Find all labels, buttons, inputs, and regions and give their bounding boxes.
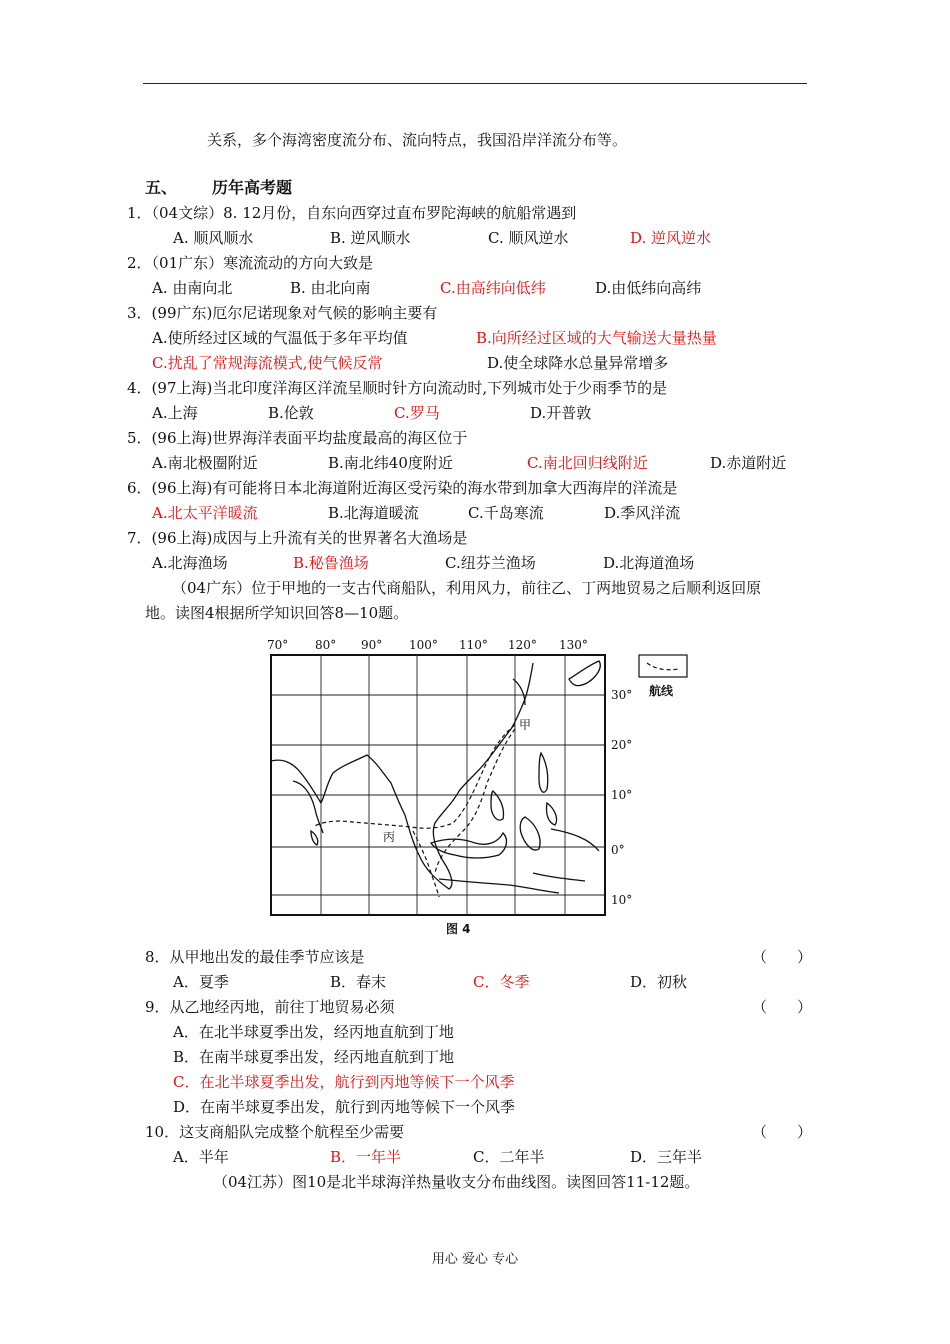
option-answer: C.扰乱了常规海流模式,使气候反常	[152, 354, 383, 372]
option: B．春末	[330, 973, 387, 991]
question-stem: 7．(96上海)成因与上升流有关的世界著名大渔场是	[127, 529, 468, 547]
option: B．在南半球夏季出发，经丙地直航到丁地	[173, 1048, 455, 1066]
lat-label: 10°	[611, 893, 633, 907]
answer-blank: （ ）	[752, 948, 813, 966]
legend-label: 航线	[649, 684, 674, 698]
header-rule	[143, 83, 807, 84]
option: A．半年	[173, 1148, 229, 1166]
lon-label: 130°	[559, 638, 588, 652]
option: A．夏季	[173, 973, 229, 991]
lon-label: 110°	[459, 638, 488, 652]
option: D．在南半球夏季出发，航行到丙地等候下一个风季	[173, 1098, 516, 1116]
option: D.使全球降水总量异常增多	[487, 354, 669, 372]
option-answer: A.北太平洋暖流	[152, 504, 258, 522]
question-stem: 4．(97上海)当北印度洋海区洋流呈顺时针方向流动时,下列城市处于少雨季节的是	[127, 379, 668, 397]
route	[313, 725, 515, 897]
answer-blank: （ ）	[752, 1123, 813, 1141]
option-answer: B．一年半	[330, 1148, 402, 1166]
section-number: 五、	[145, 178, 178, 197]
figure-caption: 图 4	[446, 922, 471, 936]
option: B.北海道暖流	[328, 504, 419, 522]
option: D．初秋	[630, 973, 688, 991]
legend-box	[639, 655, 687, 677]
question-stem: 1．（04文综）8. 12月份，自东向西穿过直布罗陀海峡的航船常遇到	[127, 204, 577, 222]
option: D.赤道附近	[710, 454, 787, 472]
option: A. 由南向北	[152, 279, 233, 297]
option: C. 顺风逆水	[488, 229, 569, 247]
question-stem: 8．从甲地出发的最佳季节应该是	[145, 948, 365, 966]
option: A.使所经过区域的气温低于多年平均值	[152, 329, 408, 347]
option: B.南北纬40度附近	[328, 454, 453, 472]
figure-4-map	[263, 633, 693, 938]
option-answer: D. 逆风逆水	[630, 229, 712, 247]
option: C.千岛寒流	[468, 504, 544, 522]
option: B. 逆风顺水	[330, 229, 411, 247]
lon-label: 90°	[361, 638, 383, 652]
passage-line: 地。读图4根据所学知识回答8—10题。	[145, 604, 409, 622]
option-answer: C．在北半球夏季出发，航行到丙地等候下一个风季	[173, 1073, 515, 1091]
place-label-jia: 甲	[519, 718, 532, 732]
option-answer: B.向所经过区域的大气输送大量热量	[476, 329, 717, 347]
option: A.上海	[152, 404, 198, 422]
option-answer: C.罗马	[394, 404, 440, 422]
lat-label: 30°	[611, 688, 633, 702]
option: A.南北极圈附近	[152, 454, 258, 472]
lon-label: 80°	[315, 638, 337, 652]
section-title: 历年高考题	[212, 178, 293, 197]
option-answer: C．冬季	[473, 973, 530, 991]
option: A．在北半球夏季出发，经丙地直航到丁地	[173, 1023, 454, 1041]
option-answer: B.秘鲁渔场	[293, 554, 369, 572]
option: B.伦敦	[268, 404, 314, 422]
option: D.季风洋流	[604, 504, 681, 522]
option: C．二年半	[473, 1148, 545, 1166]
option-answer: C.由高纬向低纬	[440, 279, 546, 297]
question-stem: 9．从乙地经丙地，前往丁地贸易必须	[145, 998, 395, 1016]
option: A. 顺风顺水	[173, 229, 254, 247]
intro-text: 关系，多个海湾密度流分布、流向特点，我国沿岸洋流分布等。	[207, 131, 628, 149]
lat-label: 0°	[611, 843, 625, 857]
lat-label: 20°	[611, 738, 633, 752]
answer-blank: （ ）	[752, 998, 813, 1016]
question-stem: 3．(99广东)厄尔尼诺现象对气候的影响主要有	[127, 304, 438, 322]
lon-label: 70°	[267, 638, 289, 652]
lat-label: 10°	[611, 788, 633, 802]
option: D.由低纬向高纬	[595, 279, 702, 297]
page-footer: 用心 爱心 专心	[431, 1252, 519, 1267]
question-stem: 5．(96上海)世界海洋表面平均盐度最高的海区位于	[127, 429, 468, 447]
option: D．三年半	[630, 1148, 703, 1166]
question-stem: 10．这支商船队完成整个航程至少需要	[145, 1123, 405, 1141]
option: A.北海渔场	[152, 554, 228, 572]
question-stem: 6．(96上海)有可能将日本北海道附近海区受污染的海水带到加拿大西海岸的洋流是	[127, 479, 678, 497]
option: C.纽芬兰渔场	[445, 554, 536, 572]
lon-label: 120°	[508, 638, 537, 652]
question-stem: 2．（01广东）寒流流动的方向大致是	[127, 254, 374, 272]
passage-line: （04广东）位于甲地的一支古代商船队，利用风力，前往乙、丁两地贸易之后顺利返回原	[172, 579, 762, 597]
option: D.北海道渔场	[603, 554, 695, 572]
lon-label: 100°	[409, 638, 438, 652]
coastline	[271, 661, 600, 893]
option: D.开普敦	[530, 404, 592, 422]
option: B. 由北向南	[290, 279, 371, 297]
place-label-bing: 丙	[383, 830, 396, 844]
option-answer: C.南北回归线附近	[527, 454, 648, 472]
passage-line: （04江苏）图10是北半球海洋热量收支分布曲线图。读图回答11-12题。	[213, 1173, 700, 1191]
